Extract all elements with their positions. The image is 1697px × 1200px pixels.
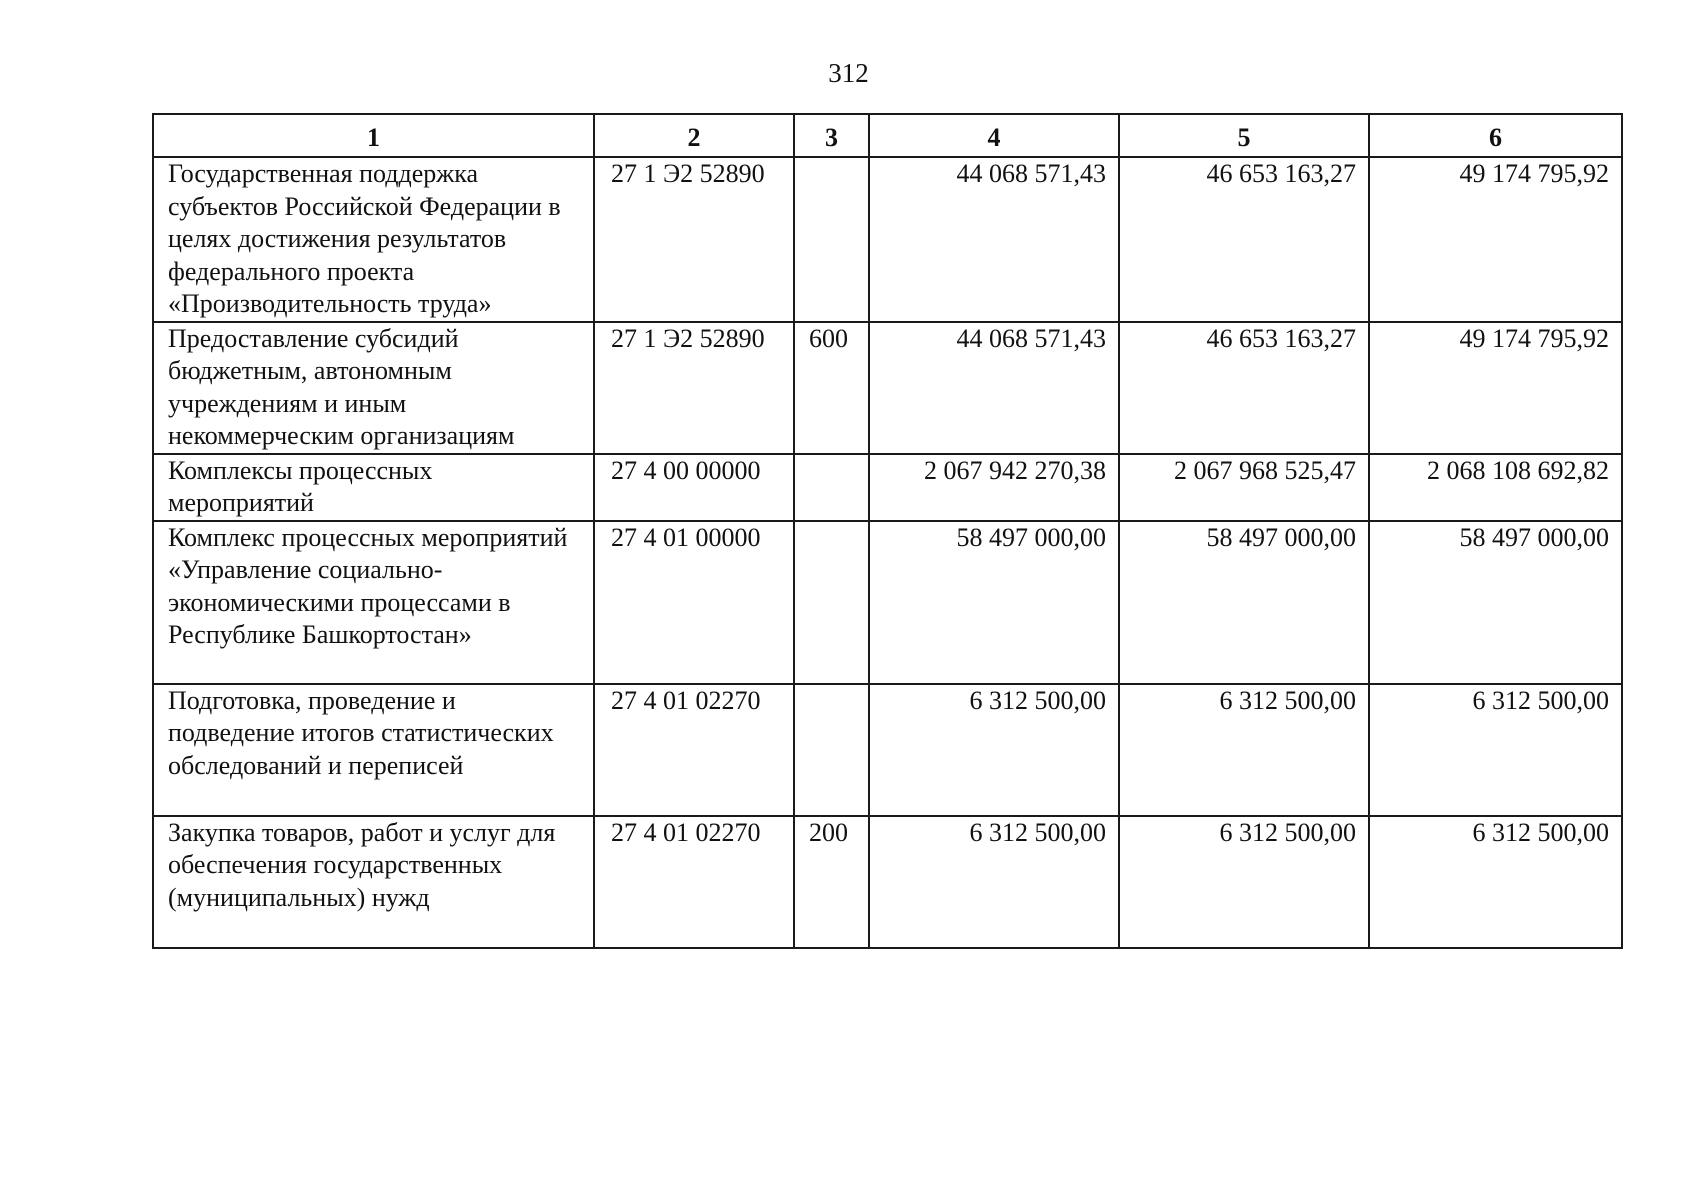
row-amount-col4: 2 067 942 270,38	[869, 454, 1119, 521]
row-expense-type	[794, 684, 869, 816]
row-amount-col6: 2 068 108 692,82	[1369, 454, 1622, 521]
row-amount-col6: 49 174 795,92	[1369, 322, 1622, 454]
row-amount-col5: 6 312 500,00	[1119, 684, 1369, 816]
row-name: Комплекс процессных мероприятий «Управление социально-экономическими процессами в Республике Башкортостан»	[153, 521, 594, 684]
row-amount-col6: 58 497 000,00	[1369, 521, 1622, 684]
column-header-2: 2	[594, 114, 794, 157]
row-amount-col4: 44 068 571,43	[869, 157, 1119, 322]
row-code: 27 4 01 00000	[594, 521, 794, 684]
row-code: 27 4 01 02270	[594, 684, 794, 816]
row-expense-type	[794, 521, 869, 684]
column-header-1: 1	[153, 114, 594, 157]
row-name: Закупка товаров, работ и услуг для обеспечения государственных (муниципальных) нужд	[153, 816, 594, 948]
table-row	[153, 816, 1622, 948]
row-expense-type: 200	[794, 816, 869, 948]
row-amount-col4: 6 312 500,00	[869, 816, 1119, 948]
budget-table	[152, 113, 1623, 949]
row-amount-col6: 49 174 795,92	[1369, 157, 1622, 322]
table-header-row	[153, 114, 1622, 157]
row-expense-type: 600	[794, 322, 869, 454]
row-amount-col5: 2 067 968 525,47	[1119, 454, 1369, 521]
column-header-3: 3	[794, 114, 869, 157]
row-amount-col5: 46 653 163,27	[1119, 157, 1369, 322]
column-header-5: 5	[1119, 114, 1369, 157]
row-expense-type	[794, 454, 869, 521]
row-amount-col6: 6 312 500,00	[1369, 816, 1622, 948]
page-number: 312	[828, 58, 869, 88]
row-name: Подготовка, проведение и подведение итогов статистических обследований и переписей	[153, 684, 594, 816]
table-row	[153, 454, 1622, 521]
row-code: 27 1 Э2 52890	[594, 322, 794, 454]
row-amount-col4: 44 068 571,43	[869, 322, 1119, 454]
column-header-4: 4	[869, 114, 1119, 157]
row-amount-col5: 58 497 000,00	[1119, 521, 1369, 684]
table-row	[153, 322, 1622, 454]
row-amount-col4: 58 497 000,00	[869, 521, 1119, 684]
row-amount-col5: 46 653 163,27	[1119, 322, 1369, 454]
row-amount-col4: 6 312 500,00	[869, 684, 1119, 816]
row-amount-col6: 6 312 500,00	[1369, 684, 1622, 816]
column-header-6: 6	[1369, 114, 1622, 157]
row-expense-type	[794, 157, 869, 322]
row-code: 27 4 00 00000	[594, 454, 794, 521]
row-amount-col5: 6 312 500,00	[1119, 816, 1369, 948]
row-name: Комплексы процессных мероприятий	[153, 454, 594, 521]
row-code: 27 1 Э2 52890	[594, 157, 794, 322]
row-code: 27 4 01 02270	[594, 816, 794, 948]
table-row	[153, 521, 1622, 684]
row-name: Государственная поддержка субъектов Российской Федерации в целях достижения результатов федерального проекта «Производительность труда»	[153, 157, 594, 322]
table-row	[153, 684, 1622, 816]
row-name: Предоставление субсидий бюджетным, автономным учреждениям и иным некоммерческим организациям	[153, 322, 594, 454]
table-row	[153, 157, 1622, 322]
